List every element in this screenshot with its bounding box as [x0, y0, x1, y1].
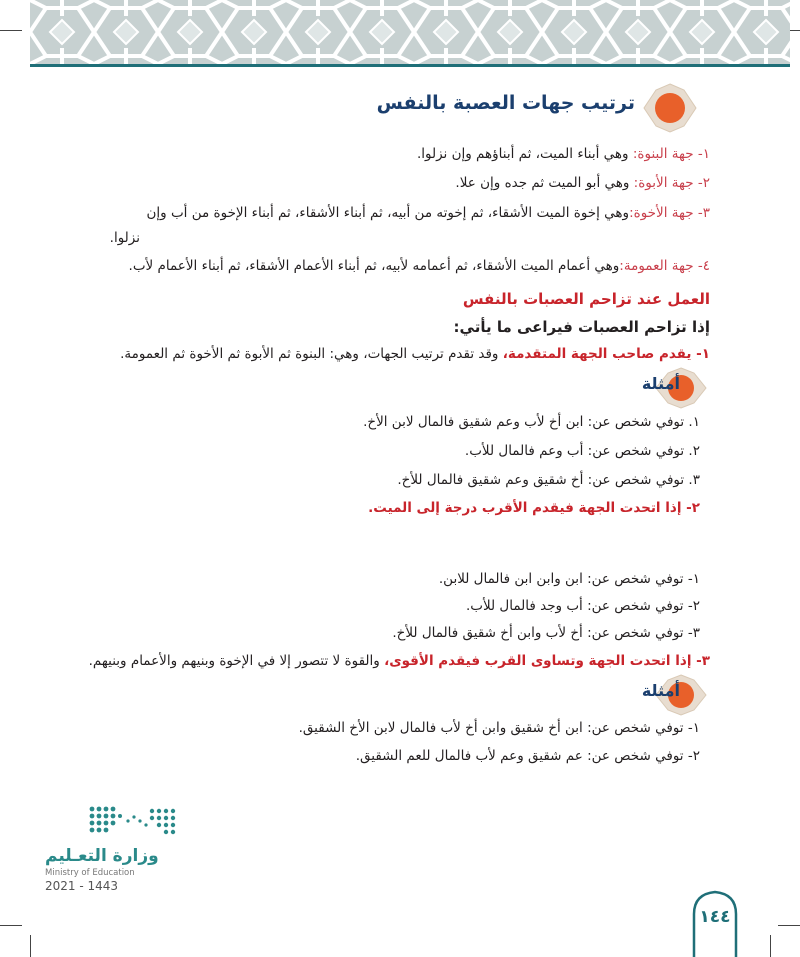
example-item: ٢. توفي شخص عن: أب وعم فالمال للأب. — [464, 443, 700, 459]
example-item: ٣- توفي شخص عن: أخ لأب وابن أخ شقيق فالمال للأخ. — [392, 625, 700, 641]
decorative-header-banner — [30, 0, 790, 64]
order-item: ٤- جهة العمومة:وهي أعمام الميت الأشقاء، ثم أعمامه لأبيه، ثم أبناء الأعمام الأشقاء، ثم أبناء الأعمام لأب. — [128, 258, 710, 274]
example-item: ١- توفي شخص عن: ابن أخ شقيق وابن أخ لأب فالمال لابن الأخ الشقيق. — [298, 720, 700, 736]
examples-label: أمثلة — [641, 681, 680, 700]
section-title: ترتيب جهات العصبة بالنفس — [376, 92, 635, 114]
order-item: ٣- جهة الأخوة:وهي إخوة الميت الأشقاء، ثم إخوته من أبيه، ثم أبناء الأشقاء، ثم أبناء الإخوة من أب وإن — [146, 205, 710, 221]
crop-mark — [0, 925, 22, 926]
ministry-logo-icon — [88, 805, 180, 837]
crop-mark — [30, 935, 31, 957]
order-item-continuation: نزلوا. — [109, 230, 140, 246]
example-item: ٣. توفي شخص عن: أخ شقيق وعم شقيق فالمال للأخ. — [397, 472, 700, 488]
order-item: ٢- جهة الأبوة: وهي أبو الميت ثم جده وإن علا. — [455, 175, 710, 191]
order-item: ١- جهة البنوة: وهي أبناء الميت، ثم أبناؤهم وإن نزلوا. — [416, 146, 710, 162]
rule-2: ٢- إذا اتحدت الجهة فيقدم الأقرب درجة إلى الميت. — [368, 500, 700, 516]
crowding-intro: إذا تزاحم العصبات فيراعى ما يأتي: — [453, 318, 710, 336]
example-item: ٢- توفي شخص عن: عم شقيق وعم لأب فالمال للعم الشقيق. — [355, 748, 700, 764]
edition-year: 2021 - 1443 — [45, 879, 119, 893]
crop-mark — [770, 935, 771, 957]
ministry-name-arabic: وزارة التعـليم — [45, 846, 159, 866]
section-badge-icon — [640, 82, 700, 134]
ministry-name-english: Ministry of Education — [45, 868, 135, 878]
example-item: ٢- توفي شخص عن: أب وجد فالمال للأب. — [465, 598, 700, 614]
page-number: ١٤٤ — [699, 907, 731, 927]
crowding-heading: العمل عند تزاحم العصبات بالنفس — [462, 290, 710, 308]
crop-mark — [0, 30, 22, 31]
examples-label: أمثلة — [641, 374, 680, 393]
rule-1: ١- يقدم صاحب الجهة المتقدمة، وقد تقدم ترتيب الجهات، وهي: البنوة ثم الأبوة ثم الأخوة ثم العمومة. — [120, 346, 710, 362]
rule-3: ٣- إذا اتحدت الجهة وتساوى القرب فيقدم الأقوى، والقوة لا تتصور إلا في الإخوة وبنيهم والأعمام وبنيهم. — [88, 653, 710, 669]
banner-divider — [30, 64, 790, 67]
example-item: ١. توفي شخص عن: ابن أخ لأب وعم شقيق فالمال لابن الأخ. — [363, 414, 700, 430]
crop-mark — [778, 925, 800, 926]
example-item: ١- توفي شخص عن: ابن وابن ابن فالمال للابن. — [438, 571, 700, 587]
